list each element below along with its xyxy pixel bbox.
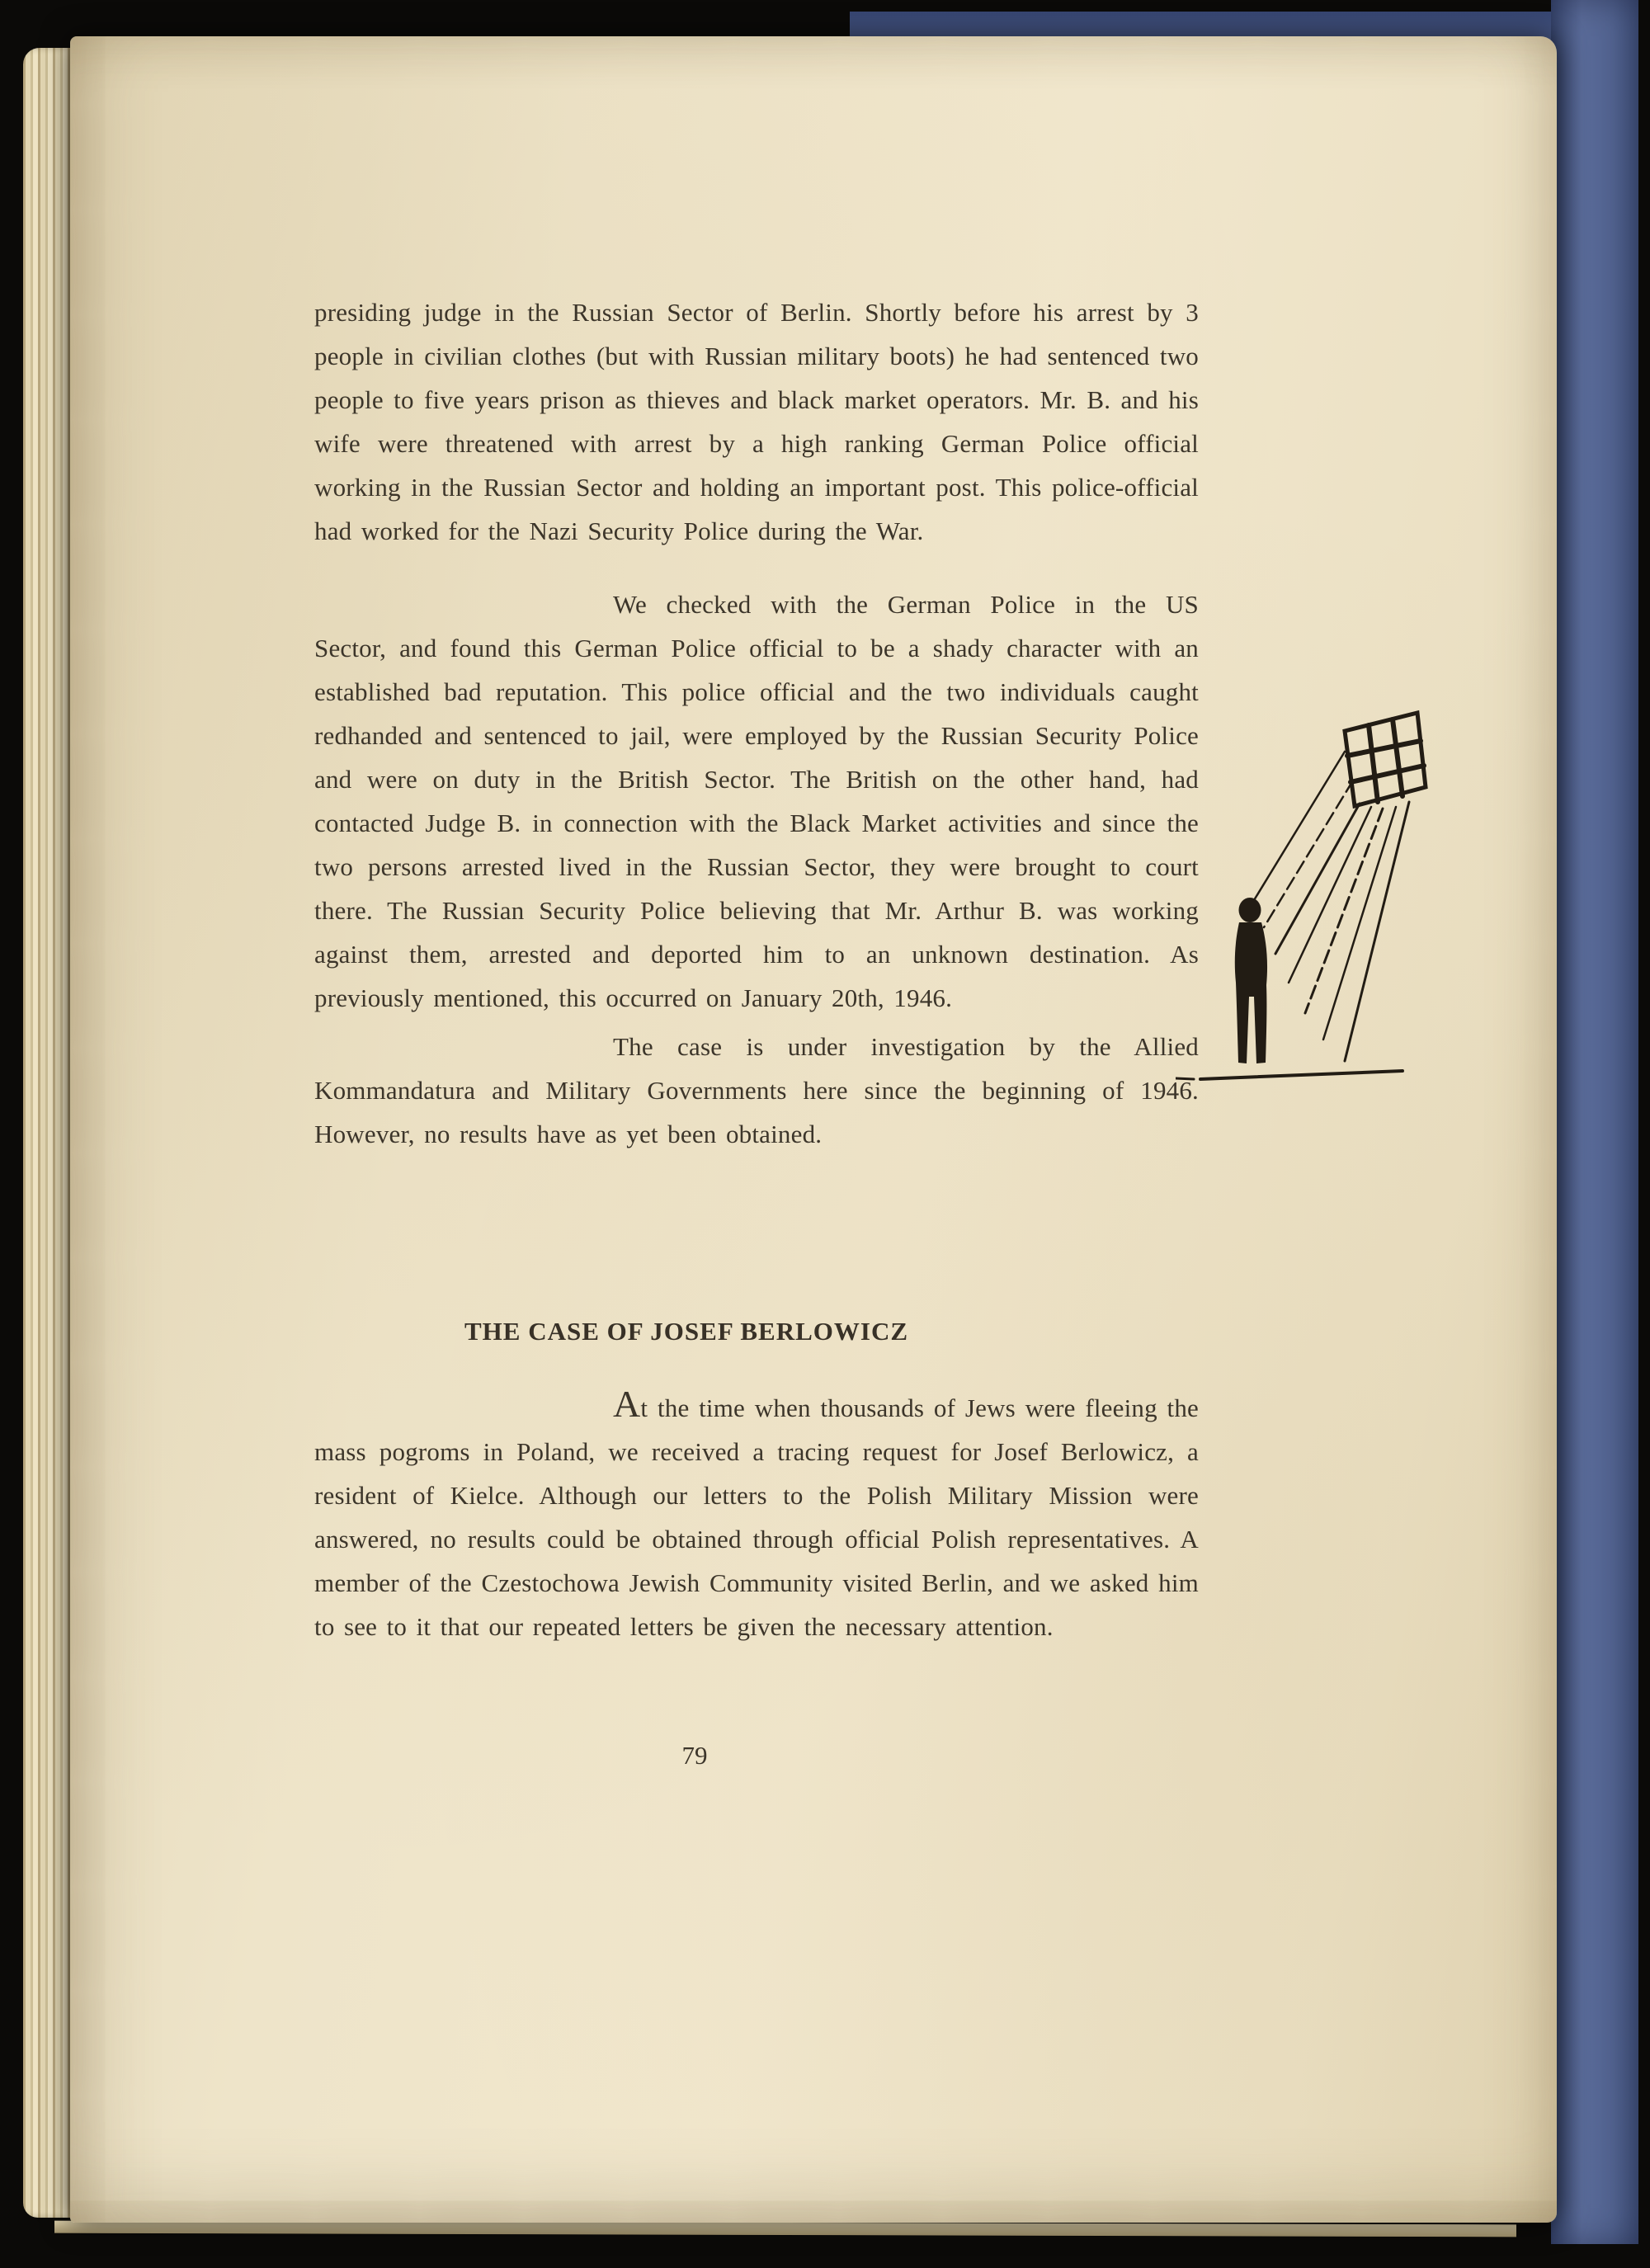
paragraph-text: t the time when thousands of Jews were fleeing the mass pogroms in Poland, we received a tracing request for Josef Berlowicz, a resident of Kielce. Although our letters to the Polish Military Mission were answered, no results could be obtained through official Polish representatives. A member of the Czestochowa Jewish Community visited Berlin, and we asked him to see to it that our repeated letters be given the necessary attention. bbox=[314, 1393, 1199, 1641]
page-bottom-edges bbox=[54, 2221, 1516, 2237]
prison-window-illustration bbox=[1176, 706, 1464, 1110]
ground-line bbox=[1176, 1071, 1402, 1079]
section-heading: THE CASE OF JOSEF BERLOWICZ bbox=[464, 1317, 909, 1346]
book-cover-binding bbox=[1551, 0, 1638, 2244]
book-page bbox=[70, 36, 1557, 2223]
paragraph: We checked with the German Police in the US Sector, and found this German Police official to be a shady character with an established bad reputation. This police official and the two individuals caught redhanded and sentenced to jail, were employed by the Russian Security Police and were on duty in the British Sector. The British on the other hand, had contacted Judge B. in connection with the Black Market activities and since the two persons arrested lived in the Russian Sector, they were brought to court there. The Russian Security Police believing that Mr. Arthur B. was working against them, arrested and deported him to an unknown destination. As previously mentioned, this occurred on January 20th, 1946. bbox=[314, 590, 1199, 1012]
text-column bbox=[314, 290, 1199, 1771]
drop-initial: A bbox=[613, 1383, 641, 1425]
paragraph bbox=[314, 1383, 1199, 1648]
standing-figure-icon bbox=[1235, 898, 1267, 1063]
barred-window-icon bbox=[1345, 713, 1426, 806]
page-stack-edges bbox=[23, 48, 73, 2218]
page-number: 79 bbox=[681, 1741, 708, 1770]
paragraph: presiding judge in the Russian Sector of Berlin. Shortly before his arrest by 3 people in civilian clothes (but with Russian military boots) he had sentenced two people to five years prison as thieves and black market operators. Mr. B. and his wife were threatened with arrest by a high ranking German Police official working in the Russian Sector and holding an important post. This police-official had worked for the Nazi Security Police during the War. bbox=[314, 298, 1199, 545]
paragraph: The case is under investigation by the Allied Kommandatura and Military Governments here since the beginning of 1946. However, no results have as yet been obtained. bbox=[314, 1032, 1199, 1148]
